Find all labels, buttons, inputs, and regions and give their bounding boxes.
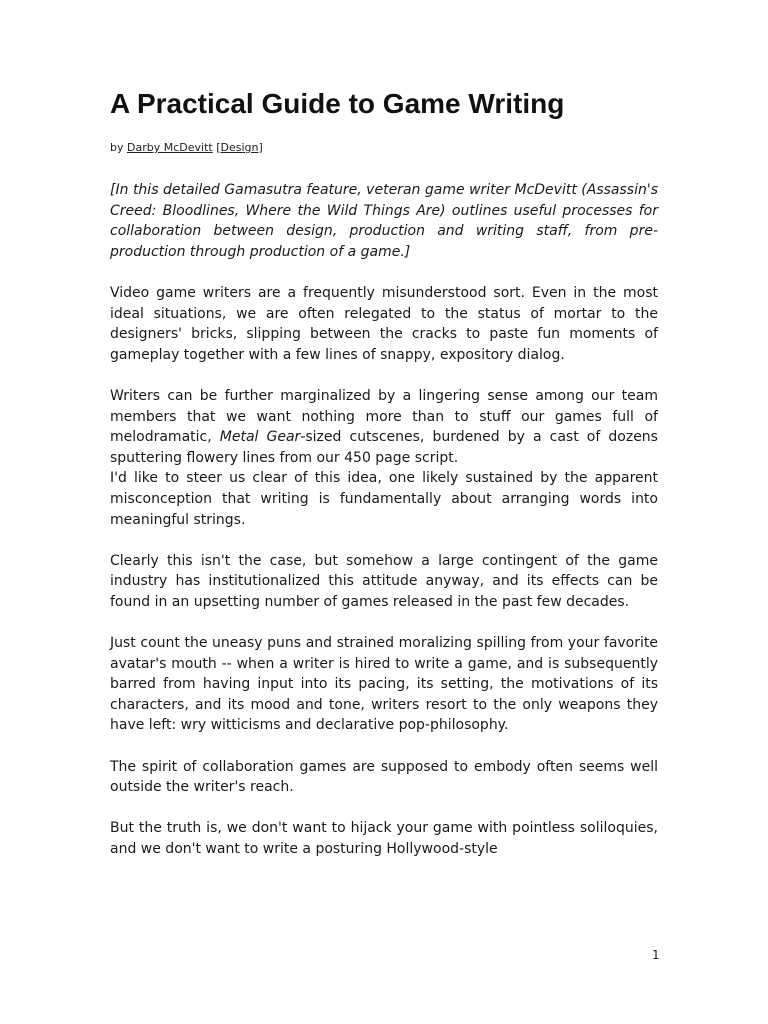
body-paragraph-3: I'd like to steer us clear of this idea, one likely sustained by the apparent misconception that writing is fundamentally about arranging words into meaningful strings. [110,470,658,528]
intro-paragraph: [In this detailed Gamasutra feature, veteran game writer McDevitt (Assassin's Creed: Bloodlines, Where the Wild Things Are) outlines useful processes for collaboration between design, production and writing staff, from pre-production through production of a game.] [110,182,658,260]
body-paragraph-6: The spirit of collaboration games are supposed to embody often seems well outside the writer's reach. [110,758,658,796]
article-title: A Practical Guide to Game Writing [110,88,565,119]
paragraph-2-text-before: Writers can be further marginalized by a lingering sense among our team members that we want nothing more than to stuff our games full of melodramatic, [110,387,658,446]
section-bracket-close: ] [258,141,263,154]
page-number: 1 [652,948,660,962]
article-body [110,86,658,880]
section-link-design[interactable]: Design [220,141,259,154]
byline-prefix: by [110,141,124,154]
section-bracket-open: [ [216,141,221,154]
byline [110,140,658,156]
body-paragraph-5: Just count the uneasy puns and strained moralizing spilling from your favorite avatar's mouth -- when a writer is hired to write a game, and is subsequently barred from having input into its pacing, its setting, the motivations of its characters, and its mood and tone, writers resort to the only weapons they have left: wry witticisms and declarative pop-philosophy. [110,635,658,734]
paragraph-2-emphasis: Metal Gear [219,429,301,446]
body-paragraph-7: But the truth is, we don't want to hijack your game with pointless soliloquies, and we don't want to write a posturing Hollywood-style [110,820,658,857]
author-link[interactable]: Darby McDevitt [127,141,213,154]
body-paragraph-2 [110,386,658,468]
body-paragraph-1: Video game writers are a frequently misunderstood sort. Even in the most ideal situations, we are often relegated to the status of mortar to the designers' bricks, slipping between the cracks to paste fun moments of gameplay together with a few lines of snappy, expository dialog. [110,284,658,363]
body-paragraph-4: Clearly this isn't the case, but somehow a large contingent of the game industry has institutionalized this attitude anyway, and its effects can be found in an upsetting number of games released in the past few decades. [110,552,658,610]
paragraph-2-text-after: -sized cutscenes, burdened by a cast of dozens sputtering flowery lines from our 450 page script. [110,429,658,466]
